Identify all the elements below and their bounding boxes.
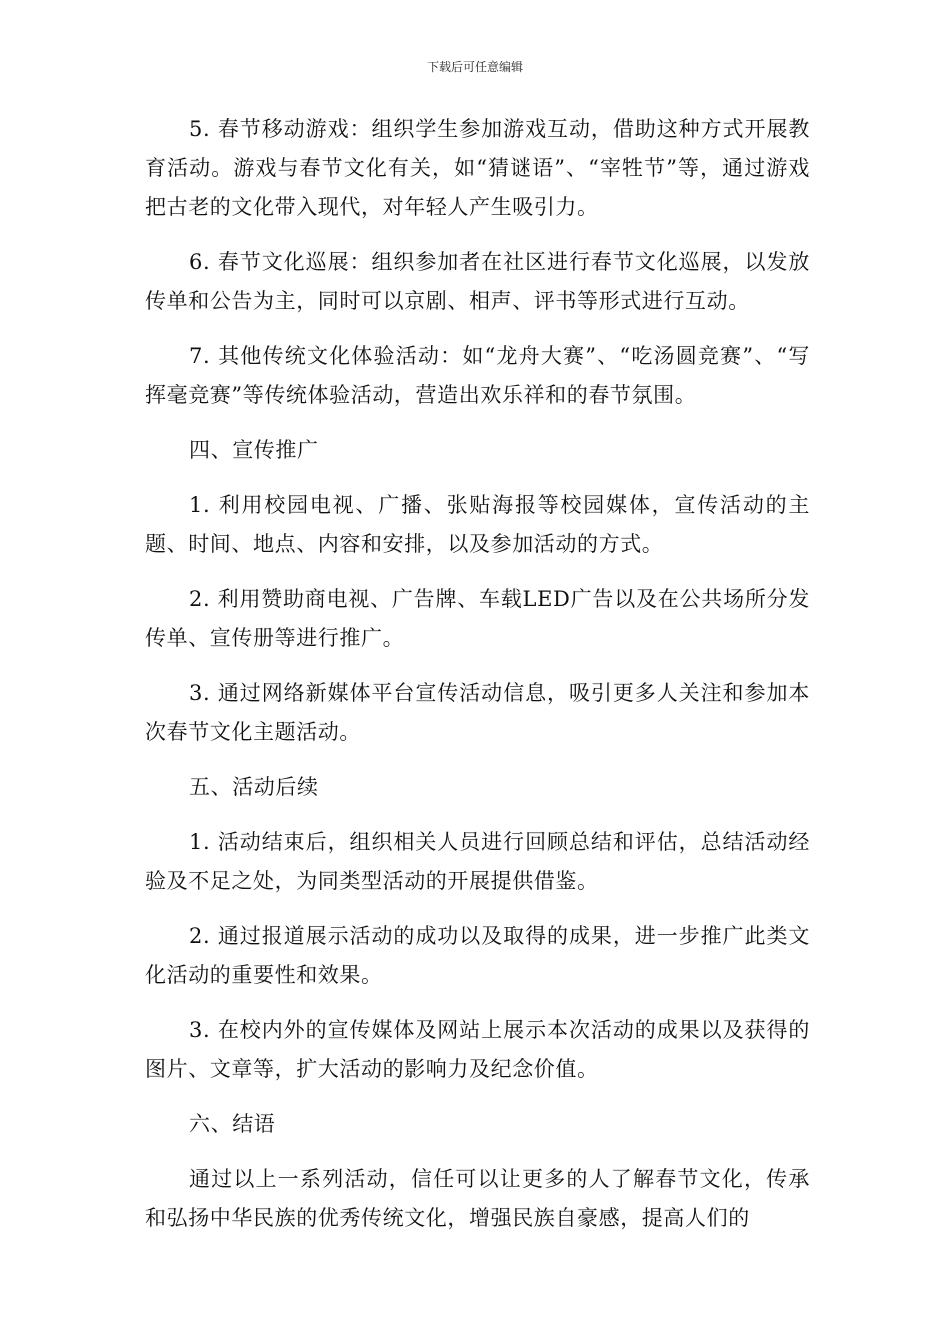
section-heading-conclusion: 六、结语: [189, 1112, 276, 1136]
follow-up-item-1: 1. 活动结束后，组织相关人员进行回顾总结和评估，总结活动经验及不足之处，为同类型活动的开展提供借鉴。: [145, 830, 810, 893]
section-heading-follow-up: 五、活动后续: [189, 775, 319, 799]
promotion-item-1: 1. 利用校园电视、广播、张贴海报等校园媒体，宣传活动的主题、时间、地点、内容和安排，以及参加活动的方式。: [145, 493, 810, 556]
promotion-item-3: 3. 通过网络新媒体平台宣传活动信息，吸引更多人关注和参加本次春节文化主题活动。: [145, 681, 810, 744]
follow-up-item-3: 3. 在校内外的宣传媒体及网站上展示本次活动的成果以及获得的图片、文章等，扩大活动的影响力及纪念价值。: [145, 1018, 810, 1081]
header-note: 下载后可任意编辑: [426, 60, 523, 74]
paragraph-item-6: 6. 春节文化巡展：组织参加者在社区进行春节文化巡展，以发放传单和公告为主，同时可以京剧、相声、评书等形式进行互动。: [145, 250, 810, 313]
section-heading-promotion: 四、宣传推广: [189, 438, 319, 462]
document-body: [145, 110, 810, 1254]
follow-up-item-2: 2. 通过报道展示活动的成功以及取得的成果，进一步推广此类文化活动的重要性和效果。: [145, 924, 810, 987]
promotion-item-2: 2. 利用赞助商电视、广告牌、车载LED广告以及在公共场所分发传单、宣传册等进行推广。: [145, 587, 810, 650]
paragraph-item-7: 7. 其他传统文化体验活动：如“龙舟大赛”、“吃汤圆竞赛”、“写挥毫竞赛”等传统体验活动，营造出欢乐祥和的春节氛围。: [145, 344, 810, 407]
paragraph-item-5: 5. 春节移动游戏：组织学生参加游戏互动，借助这种方式开展教育活动。游戏与春节文化有关，如“猜谜语”、“宰牲节”等，通过游戏把古老的文化带入现代，对年轻人产生吸引力。: [145, 117, 810, 219]
conclusion-paragraph: 通过以上一系列活动，信任可以让更多的人了解春节文化，传承和弘扬中华民族的优秀传统文化，增强民族自豪感，提高人们的: [145, 1167, 810, 1230]
